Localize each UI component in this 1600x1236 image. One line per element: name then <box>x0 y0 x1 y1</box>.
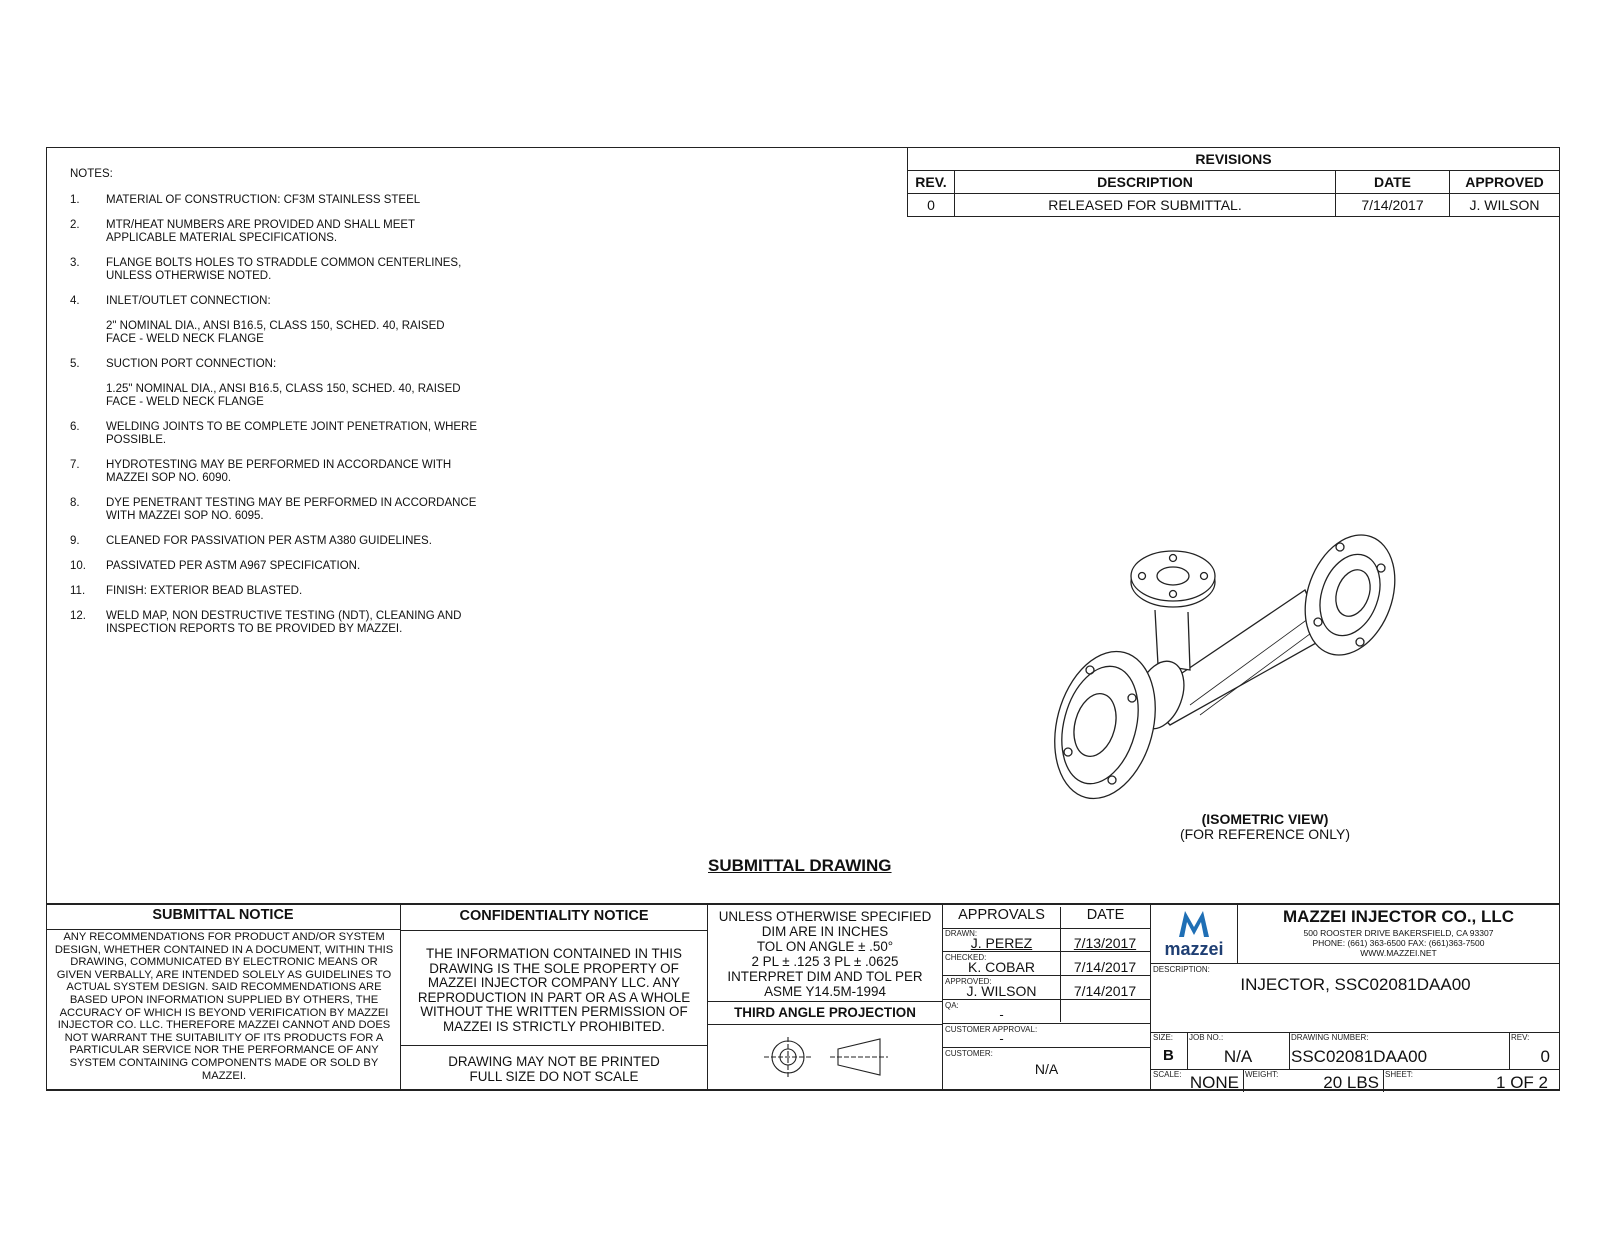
note-text <box>106 535 520 548</box>
customer-approval-label: CUSTOMER APPROVAL: <box>945 1025 1038 1034</box>
note-text <box>106 257 520 283</box>
confidentiality-body: THE INFORMATION CONTAINED IN THIS DRAWING IS THE SOLE PROPERTY OF MAZZEI INJECTOR COMPANY LLC. ANY REPRODUCTION IN PART OR AS A WHOLE WITHOUT THE WRITTEN PERMISSION OF MAZZEI IS STRICTLY PROHIBITED. <box>417 946 691 1034</box>
isometric-view-label <box>1150 812 1380 842</box>
note-main-text: CLEANED FOR PASSIVATION PER ASTM A380 GUIDELINES. <box>106 535 432 547</box>
approved-col-header: APPROVED <box>1450 171 1560 194</box>
note-number: 9. <box>70 535 80 547</box>
note-main-text: WELD MAP, NON DESTRUCTIVE TESTING (NDT), CLEANING AND INSPECTION REPORTS TO BE PROVIDED BY MAZZEI. <box>106 610 462 635</box>
approved-date: 7/14/2017 <box>1073 983 1137 999</box>
note-text <box>106 560 520 573</box>
note-item <box>70 585 520 598</box>
note-item <box>70 535 520 548</box>
description-col-header: DESCRIPTION <box>955 171 1336 194</box>
company-logo <box>1151 905 1238 963</box>
note-text <box>106 421 520 447</box>
confidentiality-heading: CONFIDENTIALITY NOTICE <box>401 908 707 931</box>
iso-line1: (ISOMETRIC VIEW) <box>1201 811 1329 827</box>
submittal-notice-heading: SUBMITTAL NOTICE <box>46 907 400 930</box>
note-number: 8. <box>70 497 80 509</box>
customer-approval-value: - <box>999 1031 1004 1046</box>
size-label: SIZE: <box>1153 1033 1174 1042</box>
note-item <box>70 610 520 636</box>
date-cell: 7/14/2017 <box>1336 194 1450 217</box>
title-block <box>46 903 1560 1091</box>
projection-symbol-icon <box>758 1035 898 1080</box>
note-item <box>70 295 520 346</box>
note-subtext: 1.25" NOMINAL DIA., ANSI B16.5, CLASS 150, SCHED. 40, RAISED FACE - WELD NECK FLANGE <box>106 383 461 408</box>
note-text <box>106 610 520 636</box>
tolerance-text: UNLESS OTHERWISE SPECIFIED DIM ARE IN INCHES TOL ON ANGLE ± .50° 2 PL ± .125 3 PL ± .0625 INTERPRET DIM AND TOL PER ASME Y14.5M-1994 <box>718 909 932 999</box>
notes-block <box>70 168 520 648</box>
notes-list <box>70 194 520 636</box>
note-main-text: INLET/OUTLET CONNECTION: <box>106 295 271 307</box>
customer-approval-row <box>943 1024 1150 1048</box>
submittal-notice-cell <box>46 904 401 1091</box>
drawing-number-value: SSC02081DAA00 <box>1291 1047 1428 1066</box>
job-value: N/A <box>1223 1047 1253 1066</box>
weight-label: WEIGHT: <box>1245 1070 1279 1079</box>
date-col-header: DATE <box>1336 171 1450 194</box>
note-number: 5. <box>70 358 80 370</box>
note-main-text: HYDROTESTING MAY BE PERFORMED IN ACCORDANCE WITH MAZZEI SOP NO. 6090. <box>106 459 452 484</box>
drawing-description: INJECTOR, SSC02081DAA00 <box>1240 975 1471 994</box>
confidentiality-cell <box>400 904 708 1091</box>
customer-label: CUSTOMER: <box>945 1049 993 1058</box>
note-main-text: FLANGE BOLTS HOLES TO STRADDLE COMMON CENTERLINES, UNLESS OTHERWISE NOTED. <box>106 257 462 282</box>
qa-row <box>943 1000 1150 1024</box>
note-number: 11. <box>70 585 86 597</box>
notes-header: NOTES: <box>70 168 113 180</box>
checked-label: CHECKED: <box>945 953 987 962</box>
approvals-heading: APPROVALS <box>958 907 1045 923</box>
note-number: 4. <box>70 295 80 307</box>
drawn-label: DRAWN: <box>945 929 978 938</box>
note-text <box>106 295 520 346</box>
note-subtext: 2" NOMINAL DIA., ANSI B16.5, CLASS 150, SCHED. 40, RAISED FACE - WELD NECK FLANGE <box>106 320 445 345</box>
page-title: SUBMITTAL DRAWING <box>708 856 892 875</box>
note-main-text: MATERIAL OF CONSTRUCTION: CF3M STAINLESS STEEL <box>106 194 421 206</box>
note-main-text: DYE PENETRANT TESTING MAY BE PERFORMED IN ACCORDANCE WITH MAZZEI SOP NO. 6095. <box>106 497 477 522</box>
note-number: 10. <box>70 560 86 572</box>
sheet-value: 1 OF 2 <box>1496 1073 1548 1092</box>
job-cell <box>1187 1032 1290 1069</box>
third-angle-projection-label: THIRD ANGLE PROJECTION <box>708 1001 942 1025</box>
scale-label: SCALE: <box>1153 1070 1182 1079</box>
checked-row <box>943 952 1150 976</box>
note-text <box>106 194 520 207</box>
sheet-label: SHEET: <box>1385 1070 1414 1079</box>
note-text <box>106 585 520 598</box>
note-number: 2. <box>70 219 80 231</box>
approved-cell: J. WILSON <box>1450 194 1560 217</box>
description-label: DESCRIPTION: <box>1153 965 1210 974</box>
rev-value: 0 <box>1540 1047 1550 1066</box>
note-number: 1. <box>70 194 80 206</box>
isometric-injector-drawing <box>1050 520 1430 820</box>
weight-cell <box>1243 1069 1384 1092</box>
approved-row <box>943 976 1150 1000</box>
drawing-number-label: DRAWING NUMBER: <box>1291 1033 1369 1042</box>
iso-line2: (FOR REFERENCE ONLY) <box>1179 826 1351 842</box>
drawing-number-cell <box>1289 1032 1510 1069</box>
drawn-row <box>943 928 1150 952</box>
rev-label: REV: <box>1511 1033 1530 1042</box>
table-row <box>908 194 1560 217</box>
submittal-notice-body: ANY RECOMMENDATIONS FOR PRODUCT AND/OR SYSTEM DESIGN, WHETHER CONTAINED IN A DOCUMENT, WITHIN THIS DRAWING, COMMUNICATED BY ELECTRONIC MEANS OR GIVEN VERBALLY, ARE INTENDED SOLELY AS GUIDELINES TO ACTUAL SYSTEM DESIGN. SAID RECOMMENDATIONS ARE BASED UPON INFORMATION SUPPLIED BY OTHERS, THE ACCURACY OF WHICH IS BEYOND VERIFICATION BY MAZZEI INJECTOR CO. LLC. THEREFORE MAZZEI CANNOT AND DOES NOT WARRANT THE SUITABILITY OF ITS PRODUCTS FOR A PARTICULAR SERVICE NOR THE PERFORMANCE OF ANY SYSTEM CONTAINING COMPONENTS MADE OR SOLD BY MAZZEI. <box>54 931 394 1082</box>
note-main-text: WELDING JOINTS TO BE COMPLETE JOINT PENETRATION, WHERE POSSIBLE. <box>106 421 478 446</box>
company-name: MAZZEI INJECTOR CO., LLC <box>1282 907 1515 926</box>
approvals-date-heading: DATE <box>1060 907 1150 929</box>
note-text <box>106 459 520 485</box>
rev-box <box>1509 1032 1560 1069</box>
note-number: 12. <box>70 610 86 622</box>
company-address: 500 ROOSTER DRIVE BAKERSFIELD, CA 93307 <box>1303 928 1494 938</box>
weight-value: 20 LBS <box>1323 1073 1379 1092</box>
tolerances-cell <box>707 904 943 1091</box>
qa-value: - <box>999 1007 1004 1022</box>
print-note: DRAWING MAY NOT BE PRINTED FULL SIZE DO NOT SCALE <box>448 1054 660 1084</box>
note-item <box>70 497 520 523</box>
size-value: B <box>1163 1047 1174 1064</box>
note-text <box>106 358 520 409</box>
qa-label: QA: <box>945 1001 959 1010</box>
company-web: WWW.MAZZEI.NET <box>1360 948 1437 958</box>
rev-cell: 0 <box>908 194 955 217</box>
customer-value: N/A <box>1034 1061 1059 1077</box>
revisions-table <box>907 147 1560 217</box>
note-item <box>70 194 520 207</box>
drawn-date: 7/13/2017 <box>1073 935 1137 951</box>
note-main-text: MTR/HEAT NUMBERS ARE PROVIDED AND SHALL MEET APPLICABLE MATERIAL SPECIFICATIONS. <box>106 219 416 244</box>
note-number: 3. <box>70 257 80 269</box>
note-item <box>70 219 520 245</box>
revisions-title: REVISIONS <box>908 148 1560 171</box>
description-cell: RELEASED FOR SUBMITTAL. <box>955 194 1336 217</box>
rev-col-header: REV. <box>908 171 955 194</box>
scale-cell <box>1151 1069 1244 1092</box>
note-item <box>70 358 520 409</box>
note-item <box>70 257 520 283</box>
drawn-name: J. PEREZ <box>970 935 1033 951</box>
approved-name: J. WILSON <box>966 983 1037 999</box>
note-main-text: FINISH: EXTERIOR BEAD BLASTED. <box>106 585 303 597</box>
note-text <box>106 497 520 523</box>
note-item <box>70 459 520 485</box>
note-main-text: SUCTION PORT CONNECTION: <box>106 358 277 370</box>
size-cell <box>1151 1032 1188 1069</box>
note-text <box>106 219 520 245</box>
note-number: 6. <box>70 421 80 433</box>
sheet-cell <box>1383 1069 1560 1092</box>
scale-value: NONE <box>1189 1073 1239 1092</box>
approvals-cell <box>942 904 1151 1091</box>
approved-label: APPROVED: <box>945 977 992 986</box>
checked-date: 7/14/2017 <box>1073 959 1137 975</box>
customer-row <box>943 1048 1150 1092</box>
company-phone: PHONE: (661) 363-6500 FAX: (661)363-7500 <box>1312 938 1485 948</box>
job-label: JOB NO.: <box>1189 1033 1224 1042</box>
company-cell <box>1150 904 1560 1091</box>
note-item <box>70 421 520 447</box>
note-item <box>70 560 520 573</box>
checked-name: K. COBAR <box>968 959 1035 975</box>
mazzei-logo-icon <box>1177 909 1211 939</box>
note-main-text: PASSIVATED PER ASTM A967 SPECIFICATION. <box>106 560 361 572</box>
logo-wordmark: mazzei <box>1164 939 1224 959</box>
note-number: 7. <box>70 459 80 471</box>
